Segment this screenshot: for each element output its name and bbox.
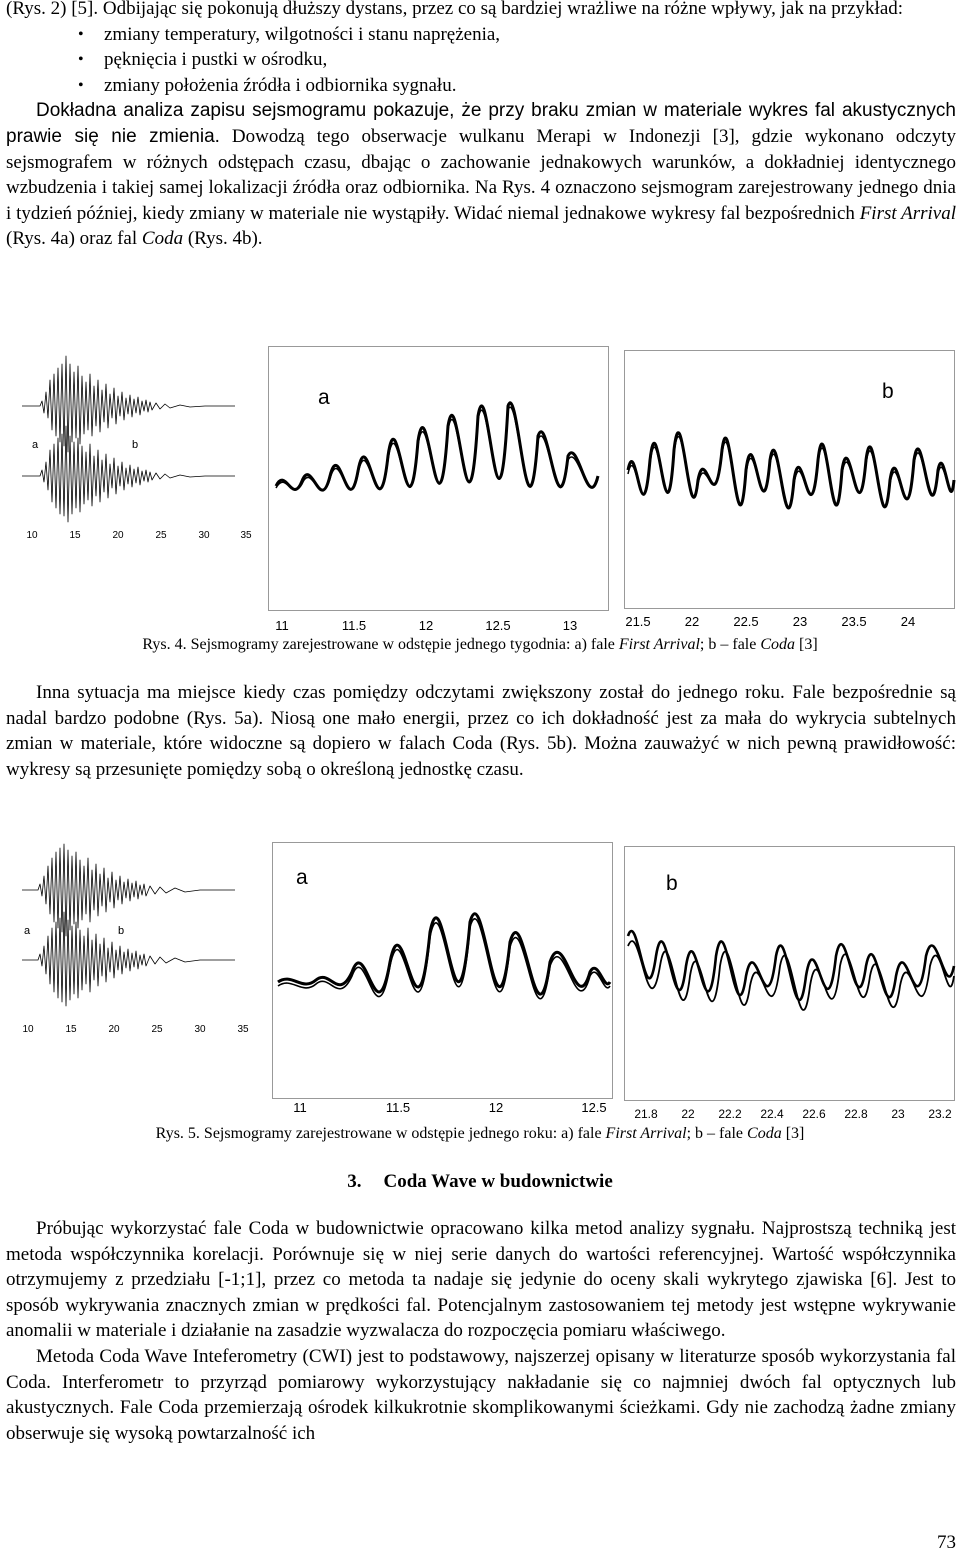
fig5-caption-italic: Coda [747, 1125, 782, 1142]
fig5-panel-b [624, 846, 956, 1122]
fig4-panel-b-frame [625, 351, 955, 609]
fig4-panel-b-tick: 24 [900, 614, 916, 629]
fig5-overview-seismogram [10, 840, 250, 1040]
fig5-panel-a-frame [273, 843, 613, 1099]
fig4-small-tick: 25 [155, 530, 167, 541]
year-paragraph-block [6, 680, 956, 782]
fig5-panel-a [272, 842, 614, 1118]
fig4-panel-a-tick: 13 [562, 618, 578, 633]
fig4-panel-a-tick: 11.5 [341, 618, 367, 633]
fig4-small-tick: 10 [26, 530, 38, 541]
fig5-small-tick: 35 [237, 1024, 249, 1035]
fig5-small-tick: 20 [108, 1024, 120, 1035]
section-number: 3. [347, 1171, 362, 1192]
fig4-caption-italic: Coda [760, 636, 796, 653]
fig5-panel-a-tick: 12 [488, 1100, 504, 1115]
fig5-caption-italic: First Arrival [605, 1125, 687, 1142]
merapi-paragraph-part1: Dokładna analiza zapisu sejsmogramu pokazuje, że przy braku zmian w materiale wykres fal akustycznych prawie się nie zmienia. [6, 100, 956, 147]
fig4-caption-text: Rys. 4. Sejsmogramy zarejestrowane w odstępie jednego tygodnia: a) fale [142, 636, 619, 653]
fig4-small-label-b: b [132, 439, 139, 451]
fig4-caption-italic: First Arrival [618, 636, 700, 653]
fig4-panel-b-tick: 22 [684, 614, 700, 629]
fig4-panel-a-tick: 12 [418, 618, 434, 633]
fig5-small-tick: 30 [194, 1024, 206, 1035]
fig4-panel-a [268, 346, 610, 636]
fig5-panel-a-tick: 11 [293, 1100, 307, 1115]
fig4-panel-b-tick: 23.5 [841, 614, 867, 629]
fig5-small-label-a: a [24, 925, 31, 937]
fig5-small-tick: 25 [151, 1024, 163, 1035]
merapi-paragraph-part3: (Rys. 4a) oraz fal [6, 228, 142, 250]
correlation-paragraph: Próbując wykorzystać fale Coda w budownictwie opracowano kilka metod analizy sygnału. Najprostszą techniką jest metoda współczynnika korelacji. Porównuje się w niej serie danych do wartości referencyjnej. Wartość współczynnika otrzymujemy z przedziału [-1;1], przez co metoda ta nadaje się jedynie do oceny skali wykrytego zjawiska [6]. Jest to sposób wykrywania znacznych zmian w prędkości fal. Potencjalnym zastosowaniem tej metody jest wstępne wykrywanie anomalii w materiale i działanie na zasadzie wyzwalacza do rozpoczęcia pomiaru właściwego. [6, 1218, 956, 1342]
fig5-small-tick: 15 [65, 1024, 77, 1035]
intro-block [6, 0, 956, 252]
fig5-caption-text: [3] [781, 1125, 805, 1142]
fig5-panel-b-tick: 22 [681, 1107, 695, 1121]
year-paragraph: Inna sytuacja ma miejsce kiedy czas pomiędzy odczytami zwiększony został do jednego roku. Fale bezpośrednie są nadal bardzo podobne (Rys. 5a). Niosą one mało energii, przez co ich dokładność jest za mała do wykrycia subtelnych zmian w materiale, które widoczne są dopiero w falach Coda (Rys. 5b). Można zauważyć w nich pewną prawidłowość: wykresy są przesunięte pomiędzy sobą o określoną jednostkę czasu. [6, 682, 956, 780]
fig4-caption [0, 635, 960, 655]
fig4-caption-text: ; b – fale [699, 636, 761, 653]
list-item: • zmiany położenia źródła i odbiornika sygnału. [6, 73, 956, 99]
effects-list [6, 22, 956, 99]
fig4-small-label-a: a [32, 439, 39, 451]
fig5-caption-text: ; b – fale [686, 1125, 748, 1142]
section-heading [0, 1170, 960, 1194]
fig5-panel-b-tick: 22.2 [718, 1107, 742, 1121]
fig4-caption-text: [3] [795, 636, 818, 653]
intro-paragraph: (Rys. 2) [5]. Odbijając się pokonują dłuższy dystans, przez co są bardziej wrażliwe na różne wpływy, jak na przykład: [6, 0, 904, 19]
fig5-panel-b-tick: 22.8 [844, 1107, 868, 1121]
merapi-paragraph-part2: Dowodzą tego obserwacje wulkanu Merapi w Indonezji [3], gdzie wykonano odczyty sejsmografem w różnych odstępach czasu, dbając o zachowanie jednakowych warunków, a dokładniej identycznego wzbudzenia i takiej samej lokalizacji źródła oraz odbiornika. Na Rys. 4 oznaczono sejsmogram zarejestrowany jednego dnia i tydzień później, kiedy zmiany w materiale nie wystąpiły. Widać niemal jednakowe wykresy fal bezpośrednich [6, 125, 956, 224]
fig5-small-tick: 10 [22, 1024, 34, 1035]
fig4-small-tick: 30 [198, 530, 210, 541]
fig4-panel-b-tick: 23 [792, 614, 808, 629]
cwi-paragraph: Metoda Coda Wave Inteferometry (CWI) jest to podstawowy, najszerzej opisany w literaturze sposób wykorzystania fal Coda. Interferometr to przyrząd pomiarowy wykorzystujący nakładanie się co najmniej dwóch fal optycznych lub akustycznych. Fale Coda przemierzają ośrodek kilkukrotnie skomplikowanymi ścieżkami. Gdy nie zachodzą żadne zmiany obserwuje się wysoką powtarzalność ich [6, 1345, 956, 1444]
fig5-panel-a-label: a [296, 866, 308, 889]
fig4-small-tick: 20 [112, 530, 124, 541]
fig4-small-tick: 35 [240, 530, 252, 541]
fig4-panel-a-tick: 12.5 [485, 618, 511, 633]
fig4-panel-b-label: b [882, 380, 894, 403]
merapi-italic-first-arrival: First Arrival [859, 202, 956, 224]
fig5-panel-b-tick: 22.4 [760, 1107, 784, 1121]
fig4-panel-b [624, 350, 956, 634]
list-item: • zmiany temperatury, wilgotności i stanu naprężenia, [6, 22, 956, 48]
fig5-caption-text: Rys. 5. Sejsmogramy zarejestrowane w odstępie jednego roku: a) fale [155, 1125, 606, 1142]
fig5-panel-b-tick: 23 [891, 1107, 905, 1121]
page-number: 73 [937, 1532, 956, 1553]
fig5-panel-a-tick: 11.5 [385, 1100, 411, 1115]
fig5-caption [0, 1124, 960, 1144]
section-title: Coda Wave w budownictwie [383, 1171, 613, 1192]
fig5-panel-b-tick: 23.2 [928, 1107, 952, 1121]
fig4-overview-seismogram [10, 346, 250, 546]
fig4-small-tick: 15 [69, 530, 81, 541]
merapi-italic-coda: Coda [141, 228, 184, 250]
merapi-paragraph [6, 98, 956, 252]
fig4-panel-a-tick: 11 [275, 618, 289, 633]
fig4-panel-b-tick: 22.5 [733, 614, 759, 629]
list-item: • pęknięcia i pustki w ośrodku, [6, 47, 956, 73]
fig5-panel-a-tick: 12.5 [581, 1100, 607, 1115]
fig4-panel-b-tick: 21.5 [625, 614, 651, 629]
fig5-panel-b-tick: 22.6 [802, 1107, 826, 1121]
fig4-panel-a-label: a [318, 386, 330, 409]
merapi-paragraph-part4: (Rys. 4b). [183, 228, 263, 250]
coda-section-body [6, 1216, 956, 1446]
fig5-small-label-b: b [118, 925, 125, 937]
fig5-panel-b-label: b [666, 872, 678, 895]
fig5-panel-b-tick: 21.8 [634, 1107, 658, 1121]
